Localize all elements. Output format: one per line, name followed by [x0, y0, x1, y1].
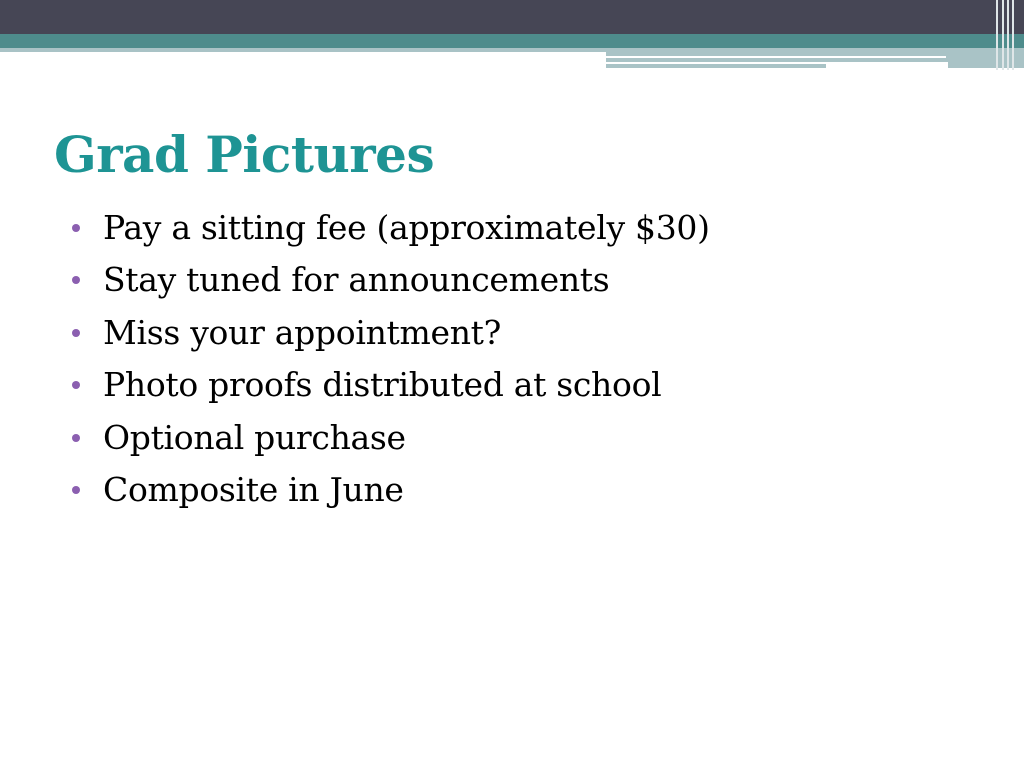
header-accent-line [606, 56, 946, 58]
bullet-dot-icon [72, 381, 80, 389]
header-vertical-lines [994, 0, 1024, 70]
bullet-dot-icon [72, 224, 80, 232]
bullet-item [72, 363, 710, 415]
bullet-dot-icon [72, 276, 80, 284]
bullet-item [72, 206, 710, 258]
slide-title: Grad Pictures [54, 125, 435, 184]
header-band-teal [0, 34, 1024, 48]
bullet-dot-icon [72, 434, 80, 442]
bullet-dot-icon [72, 486, 80, 494]
bullet-text: Composite in June [103, 469, 404, 509]
bullet-text: Photo proofs distributed at school [103, 365, 662, 405]
bullet-text: Stay tuned for announcements [103, 260, 610, 300]
bullet-item [72, 468, 710, 520]
header-accent-thin [606, 64, 826, 68]
header-band-dark [0, 0, 1024, 34]
bullet-item [72, 258, 710, 310]
bullet-text: Optional purchase [103, 417, 406, 457]
bullet-text: Pay a sitting fee (approximately $30) [103, 208, 710, 247]
bullet-text: Miss your appointment? [103, 312, 502, 352]
bullet-dot-icon [72, 329, 80, 337]
bullet-list [72, 206, 710, 520]
bullet-item [72, 416, 710, 468]
bullet-item [72, 311, 710, 363]
